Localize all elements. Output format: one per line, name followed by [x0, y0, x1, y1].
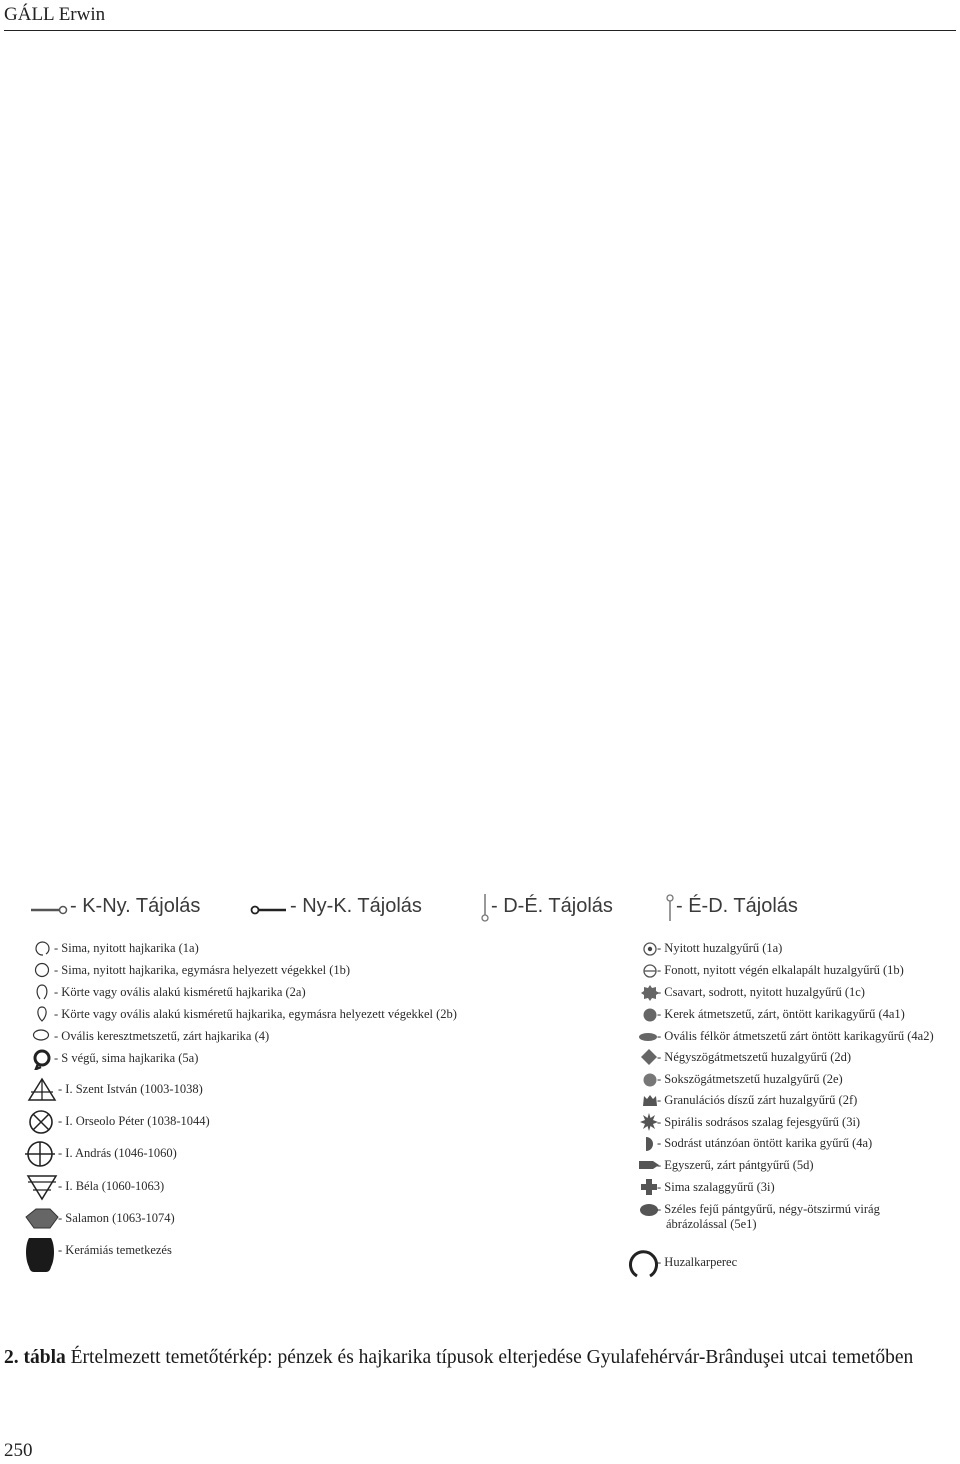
polygon-wire-ring-icon [642, 1072, 658, 1088]
legend-label: - Ovális félkör átmetszetű zárt öntött karikagyűrű (4a2) [657, 1029, 934, 1043]
legend-label: - Sodrást utánzóan öntött karika gyűrű (4a) [657, 1136, 873, 1150]
legend-label: - Kerámiás temetkezés [58, 1243, 172, 1257]
half-cast-ring-icon [642, 1135, 656, 1153]
caption-text: Értelmezett temetőtérkép: pénzek és hajkarika típusok elterjedése Gyulafehérvár-Brânduşei utcai temetőben [65, 1347, 914, 1368]
header-rule [4, 30, 956, 31]
overlapping-ring-icon [34, 961, 50, 979]
orientation-label: - Ny-K. Tájolás [290, 895, 422, 917]
legend-label: - Csavart, sodrott, nyitott huzalgyűrű (1c) [657, 985, 865, 999]
orientation-label: - É-D. Tájolás [676, 895, 798, 917]
legend-label: - I. András (1046-1060) [58, 1146, 177, 1160]
oval-ring-icon [32, 1028, 50, 1042]
running-header-author: GÁLL Erwin [4, 4, 106, 25]
k-ny-orientation-icon [30, 903, 68, 917]
legend-label: - Granulációs díszű zárt huzalgyűrű (2f) [657, 1093, 858, 1107]
coin-bela-icon [26, 1173, 58, 1201]
orientation-label: - D-É. Tájolás [491, 895, 613, 917]
wide-band-ring-icon [639, 1203, 659, 1217]
coin-solomon-icon [24, 1207, 60, 1231]
legend-label: - I. Orseolo Péter (1038-1044) [58, 1114, 210, 1128]
legend-label: - I. Szent István (1003-1038) [58, 1082, 203, 1096]
legend-label: - Spirális sodrásos szalag fejesgyűrű (3i) [657, 1115, 861, 1129]
page-number: 250 [4, 1440, 33, 1461]
legend-label: - Sima, nyitott hajkarika, egymásra helyezett végekkel (1b) [54, 963, 351, 977]
braided-ring-icon [642, 963, 658, 979]
legend-label: - Körte vagy ovális alakú kisméretű hajkarika, egymásra helyezett végekkel (2b) [54, 1007, 457, 1021]
legend-label: - Széles fejű pántgyűrű, négy-ötszirmú virág [657, 1202, 880, 1216]
d-e-orientation-icon [479, 893, 491, 923]
legend-label: - S végű, sima hajkarika (5a) [54, 1051, 199, 1065]
legend-label: - Nyitott huzalgyűrű (1a) [657, 941, 783, 955]
legend-label: - Sima szalaggyűrű (3i) [657, 1180, 775, 1194]
orientation-label: - K-Ny. Tájolás [70, 895, 201, 917]
legend-label: - Sima, nyitott hajkarika (1a) [54, 941, 199, 955]
legend-label: - Körte vagy ovális alakú kisméretű hajkarika (2a) [54, 985, 306, 999]
legend-label-continued: ábrázolással (5e1) [666, 1217, 757, 1231]
legend-label: - Négyszögátmetszetű huzalgyűrű (2d) [657, 1050, 852, 1064]
cross-ring-icon [640, 1178, 658, 1196]
legend-label: - Ovális keresztmetszetű, zárt hajkarika (4) [54, 1029, 270, 1043]
open-wire-ring-icon [642, 941, 658, 957]
round-cast-ring-icon [642, 1007, 658, 1023]
figure-caption [4, 1347, 956, 1369]
ny-k-orientation-icon [250, 903, 288, 917]
spiral-ring-icon [640, 1113, 658, 1131]
pear-ring-overlap-icon [34, 1005, 50, 1023]
open-ring-icon [34, 940, 50, 958]
legend-left [24, 940, 504, 1280]
oval-cast-ring-icon [638, 1031, 658, 1043]
coin-stephen-icon [27, 1077, 57, 1103]
caption-label: 2. tábla [4, 1347, 66, 1368]
coin-peter-icon [27, 1108, 55, 1136]
s-end-ring-icon [32, 1048, 52, 1070]
coin-andrew-icon [24, 1140, 56, 1168]
legend-right [636, 940, 956, 1285]
legend-label: - Sokszögátmetszetű huzalgyűrű (2e) [657, 1072, 843, 1086]
legend-label: - Huzalkarperec [657, 1255, 738, 1269]
e-d-orientation-icon [664, 893, 676, 923]
pear-ring-icon [34, 983, 50, 1001]
square-wire-ring-icon [640, 1048, 658, 1066]
legend-label: - I. Béla (1060-1063) [58, 1179, 165, 1193]
legend-label: - Egyszerű, zárt pántgyűrű (5d) [657, 1158, 814, 1172]
bracelet-icon [626, 1245, 660, 1279]
legend-label: - Salamon (1063-1074) [58, 1211, 175, 1225]
legend-label: - Fonott, nyitott végén elkalapált huzalgyűrű (1b) [657, 963, 904, 977]
ceramic-vessel-icon [24, 1235, 56, 1275]
legend-label: - Kerek átmetszetű, zárt, öntött karikagyűrű (4a1) [657, 1007, 905, 1021]
